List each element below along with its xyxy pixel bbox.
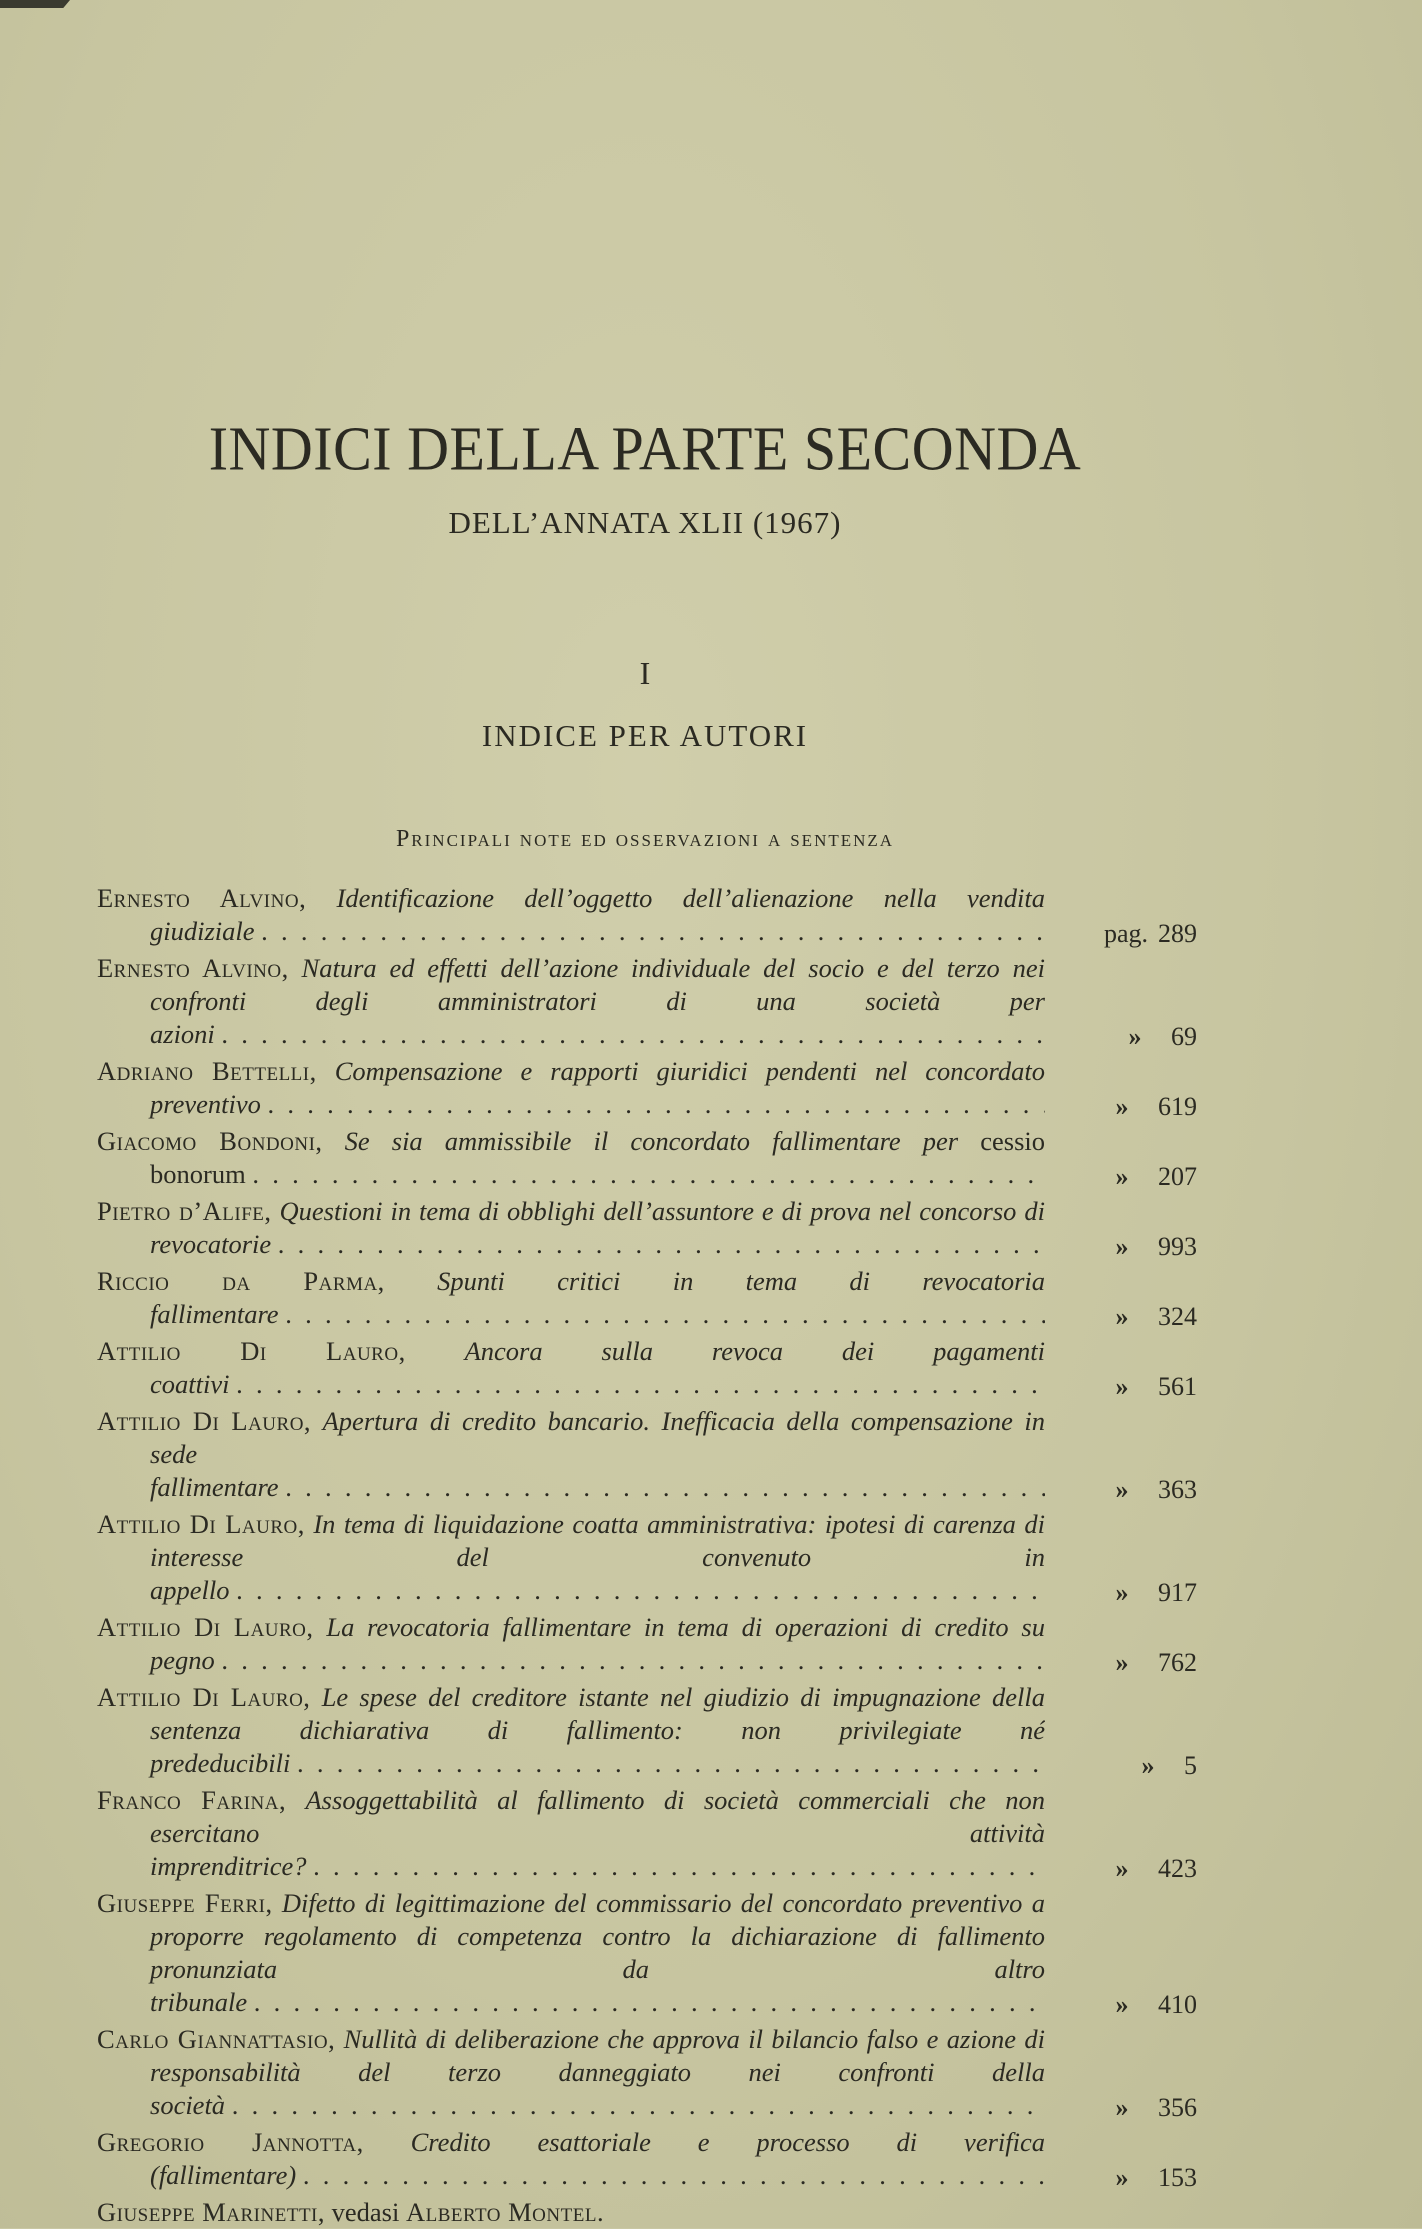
section-title: INDICE PER AUTORI	[481, 718, 809, 753]
index-entry	[97, 1125, 1197, 1191]
entry-author: Attilio Di Lauro,	[97, 1336, 406, 1366]
entry-title: Natura ed effetti dell’azione individuale del socio e del terzo nei confronti degli amministratori di una società per azioni	[150, 953, 1045, 1049]
page-number: 356	[1158, 2093, 1197, 2122]
entry-author: Riccio da Parma,	[97, 1266, 385, 1296]
cross-reference-author: Alberto Montel.	[405, 2197, 605, 2227]
cross-reference-text: vedasi	[331, 2197, 400, 2227]
entry-title: Questioni in tema di obblighi dell’assuntore e di prova nel concorso di revocatorie	[150, 1196, 1045, 1259]
ditto-mark: »	[1115, 1990, 1129, 2019]
index-entry	[97, 882, 1197, 948]
entry-title: Le spese del creditore istante nel giudizio di impugnazione della sentenza dichiarativa di fallimento: non privilegiate né prededucibili	[150, 1682, 1045, 1778]
entry-page	[1047, 1646, 1197, 1679]
entry-page	[1047, 1300, 1197, 1333]
entry-title: Apertura di credito bancario. Inefficacia della compensazione in sede fallimentare	[150, 1406, 1045, 1502]
page-number: 917	[1158, 1578, 1197, 1607]
dot-leader	[296, 2160, 1045, 2190]
page-number: 153	[1158, 2163, 1197, 2192]
entry-page	[1047, 1370, 1197, 1403]
dot-leader	[225, 2090, 1045, 2120]
entry-page	[1047, 1160, 1197, 1193]
entry-author: Pietro d’Alife,	[97, 1196, 272, 1226]
dot-leader	[230, 1575, 1046, 1605]
ditto-mark: »	[1115, 1475, 1129, 1504]
entry-page	[1047, 2161, 1197, 2194]
entry-title: Identificazione dell’oggetto dell’alienazione nella vendita giudiziale	[150, 883, 1045, 946]
entry-author: Ernesto Alvino,	[97, 883, 307, 913]
index-entry	[97, 2023, 1197, 2122]
entry-page	[1047, 1852, 1197, 1885]
dot-leader	[290, 1748, 1045, 1778]
entry-page	[1047, 1020, 1197, 1053]
entry-page	[1047, 917, 1197, 950]
ditto-mark: »	[1115, 1648, 1129, 1677]
entry-title: Compensazione e rapporti giuridici pendenti nel concordato preventivo	[150, 1056, 1045, 1119]
entry-page	[1047, 1749, 1197, 1782]
dot-leader	[307, 1851, 1045, 1881]
page-corner-shadow	[0, 0, 70, 8]
entry-author: Franco Farina,	[97, 1785, 287, 1815]
entry-author: Attilio Di Lauro,	[97, 1509, 305, 1539]
entry-author: Carlo Giannattasio,	[97, 2024, 336, 2054]
dot-leader	[246, 1159, 1045, 1189]
index-entry	[97, 1265, 1197, 1331]
dot-leader	[247, 1987, 1045, 2017]
author-index-list	[97, 882, 1197, 2229]
section-number: I	[639, 655, 651, 691]
ditto-mark: »	[1115, 1372, 1129, 1401]
page-number: 324	[1158, 1302, 1197, 1331]
index-entry	[97, 1195, 1197, 1261]
dot-leader	[215, 1645, 1045, 1675]
dot-leader	[279, 1472, 1045, 1502]
index-entry	[97, 1611, 1197, 1677]
index-entry	[97, 1508, 1197, 1607]
entry-title-upright: cessio bonorum	[150, 1126, 1045, 1189]
entry-title: Se sia ammissibile il concordato fallimentare per	[344, 1126, 959, 1156]
index-entry	[97, 952, 1197, 1051]
entry-author: Attilio Di Lauro,	[97, 1612, 314, 1642]
page-number: 619	[1158, 1092, 1197, 1121]
entry-title: Assoggettabilità al fallimento di società commerciali che non esercitano attività imprenditrice?	[150, 1785, 1045, 1881]
entry-author: Ernesto Alvino,	[97, 953, 289, 983]
entry-author: Adriano Bettelli,	[97, 1056, 317, 1086]
entry-page	[1047, 1988, 1197, 2021]
entry-author: Attilio Di Lauro,	[97, 1406, 312, 1436]
page-subtitle: DELL’ANNATA XLII (1967)	[448, 505, 842, 540]
dot-leader	[271, 1229, 1045, 1259]
entry-title: Credito esattoriale e processo di verifica (fallimentare)	[150, 2127, 1045, 2190]
page-title: INDICI DELLA PARTE SECONDA	[208, 413, 1082, 484]
entry-title: Difetto di legittimazione del commissario del concordato preventivo a proporre regolamento di competenza contro la dichiarazione di fallimento pronunziata da altro tribunale	[150, 1888, 1045, 2017]
page-number: 289	[1158, 919, 1197, 948]
index-entry	[97, 1681, 1197, 1780]
page-number: 762	[1158, 1648, 1197, 1677]
page-prefix: pag.	[1103, 919, 1148, 948]
entry-author: Giuseppe Ferri,	[97, 1888, 273, 1918]
entry-title: La revocatoria fallimentare in tema di operazioni di credito su pegno	[150, 1612, 1045, 1675]
ditto-mark: »	[1115, 1302, 1129, 1331]
ditto-mark: »	[1115, 1854, 1129, 1883]
entry-author: Attilio Di Lauro,	[97, 1682, 311, 1712]
index-entry	[97, 1405, 1197, 1504]
page-number: 410	[1158, 1990, 1197, 2019]
page-number: 993	[1158, 1232, 1197, 1261]
entry-author: Giacomo Bondoni,	[97, 1126, 323, 1156]
page-number: 363	[1158, 1475, 1197, 1504]
entry-title: Spunti critici in tema di revocatoria fallimentare	[150, 1266, 1045, 1329]
dot-leader	[255, 916, 1045, 946]
dot-leader	[261, 1089, 1045, 1119]
index-entry	[97, 1887, 1197, 2019]
dot-leader	[215, 1019, 1045, 1049]
entry-title: In tema di liquidazione coatta amministrativa: ipotesi di carenza di interesse del convenuto in appello	[150, 1509, 1045, 1605]
entry-page	[1047, 1090, 1197, 1123]
entry-page	[1047, 1576, 1197, 1609]
index-entry	[97, 1055, 1197, 1121]
ditto-mark: »	[1115, 1578, 1129, 1607]
index-entry	[97, 1335, 1197, 1401]
index-entry-cross-reference	[97, 2196, 1197, 2229]
page-number: 5	[1184, 1751, 1197, 1780]
page-number: 423	[1158, 1854, 1197, 1883]
page-number: 561	[1158, 1372, 1197, 1401]
ditto-mark: »	[1141, 1751, 1155, 1780]
dot-leader	[279, 1299, 1045, 1329]
ditto-mark: »	[1115, 2163, 1129, 2192]
page-number: 207	[1158, 1162, 1197, 1191]
page-number: 69	[1171, 1022, 1197, 1051]
entry-author: Gregorio Jannotta,	[97, 2127, 364, 2157]
entry-title: Ancora sulla revoca dei pagamenti coattivi	[150, 1336, 1045, 1399]
dot-leader	[229, 1369, 1045, 1399]
entry-page	[1047, 1230, 1197, 1263]
index-entry	[97, 1784, 1197, 1883]
ditto-mark: »	[1115, 1092, 1129, 1121]
entry-title: Nullità di deliberazione che approva il bilancio falso e azione di responsabilità del terzo danneggiato nei confronti della società	[150, 2024, 1045, 2120]
ditto-mark: »	[1115, 2093, 1129, 2122]
index-entry	[97, 2126, 1197, 2192]
subsection-title: Principali note ed osservazioni a sentenza	[395, 826, 895, 852]
entry-page	[1047, 1473, 1197, 1506]
ditto-mark: »	[1115, 1162, 1129, 1191]
entry-author: Giuseppe Marinetti,	[97, 2197, 325, 2227]
entry-page	[1047, 2091, 1197, 2124]
ditto-mark: »	[1128, 1022, 1142, 1051]
ditto-mark: »	[1115, 1232, 1129, 1261]
